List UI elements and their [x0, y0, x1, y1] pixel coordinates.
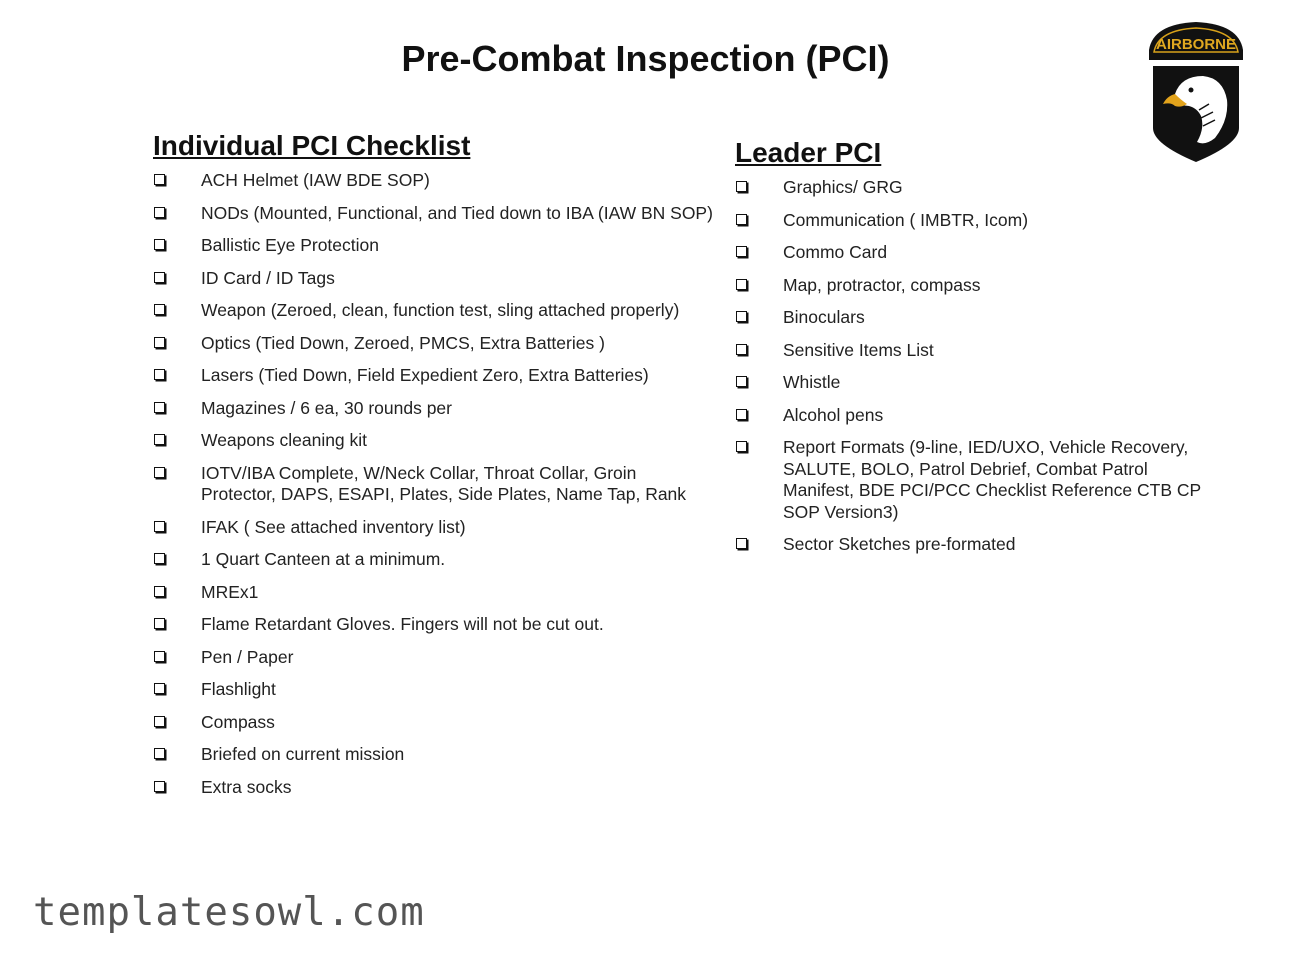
checklist-item-label: Sector Sketches pre-formated	[783, 534, 1016, 554]
checkbox-icon[interactable]	[736, 441, 747, 452]
checklist-item	[153, 549, 713, 571]
checkbox-icon[interactable]	[154, 618, 165, 629]
checklist-item-label: IFAK ( See attached inventory list)	[201, 516, 466, 537]
checkbox-icon[interactable]	[736, 409, 747, 420]
checklist-item-label: Weapons cleaning kit	[201, 430, 368, 450]
leader-pci-section	[735, 137, 1215, 567]
checkbox-icon[interactable]	[154, 716, 165, 727]
checkbox-icon[interactable]	[154, 521, 165, 532]
checklist-item	[735, 242, 1215, 264]
checklist-item	[153, 300, 713, 322]
airborne-tab-text: AIRBORNE	[1155, 36, 1237, 53]
individual-pci-section	[153, 130, 713, 809]
checklist-item-label: Graphics/ GRG	[783, 177, 903, 197]
checklist-item-label: Extra socks	[201, 776, 292, 797]
checklist-item-label: Map, protractor, compass	[783, 274, 981, 295]
eagle-eye-icon	[1189, 88, 1194, 93]
leader-pci-checklist	[735, 177, 1215, 556]
checklist-item-label: Magazines / 6 ea, 30 rounds per	[201, 397, 452, 418]
checkbox-icon[interactable]	[154, 434, 165, 445]
checkbox-icon[interactable]	[154, 304, 165, 315]
checkbox-icon[interactable]	[154, 337, 165, 348]
checkbox-icon[interactable]	[736, 538, 747, 549]
checklist-item-label: Briefed on current mission	[201, 744, 405, 764]
checklist-item-label: NODs (Mounted, Functional, and Tied down to IBA (IAW BN SOP)	[201, 202, 713, 223]
checklist-item-label: MREx1	[201, 581, 259, 602]
checklist-item	[153, 744, 713, 766]
checkbox-icon[interactable]	[154, 553, 165, 564]
checklist-item-label: Ballistic Eye Protection	[201, 235, 379, 255]
checklist-item-label: Commo Card	[783, 242, 888, 262]
checkbox-icon[interactable]	[736, 376, 747, 387]
checklist-item	[153, 398, 713, 420]
checkbox-icon[interactable]	[154, 781, 165, 792]
leader-pci-heading: Leader PCI	[735, 137, 882, 168]
checklist-item-label: Communication ( IMBTR, Icom)	[783, 209, 1029, 230]
checklist-item-label: ID Card / ID Tags	[201, 267, 335, 288]
checklist-item-label: 1 Quart Canteen at a minimum.	[201, 549, 446, 569]
checkbox-icon[interactable]	[154, 272, 165, 283]
checklist-item-label: Compass	[201, 711, 275, 732]
checkbox-icon[interactable]	[154, 748, 165, 759]
checklist-item-label: Weapon (Zeroed, clean, function test, sling attached properly)	[201, 300, 680, 320]
checklist-item	[153, 268, 713, 290]
checkbox-icon[interactable]	[154, 402, 165, 413]
checklist-item	[735, 405, 1215, 427]
checklist-item	[735, 372, 1215, 394]
checklist-item	[153, 647, 713, 669]
checkbox-icon[interactable]	[736, 214, 747, 225]
checkbox-icon[interactable]	[736, 311, 747, 322]
checkbox-icon[interactable]	[736, 344, 747, 355]
checklist-item	[735, 307, 1215, 329]
checklist-item-label: Pen / Paper	[201, 646, 294, 667]
checkbox-icon[interactable]	[736, 181, 747, 192]
checklist-item	[735, 177, 1215, 199]
checkbox-icon[interactable]	[154, 369, 165, 380]
checklist-item	[153, 235, 713, 257]
checklist-item	[153, 463, 713, 506]
checklist-item	[735, 437, 1215, 523]
checklist-item-label: Lasers (Tied Down, Field Expedient Zero, Extra Batteries)	[201, 365, 649, 385]
checkbox-icon[interactable]	[154, 174, 165, 185]
checklist-item	[153, 777, 713, 799]
checklist-item	[735, 340, 1215, 362]
individual-pci-checklist	[153, 170, 713, 798]
checklist-item	[153, 517, 713, 539]
checklist-item-label: Flashlight	[201, 679, 276, 699]
checkbox-icon[interactable]	[154, 239, 165, 250]
checklist-item-label: Alcohol pens	[783, 404, 884, 425]
checklist-item-label: Whistle	[783, 372, 841, 392]
checklist-item-label: Report Formats (9-line, IED/UXO, Vehicle Recovery, SALUTE, BOLO, Patrol Debrief, Combat Patrol Manifest, BDE PCI/PCC Checklist Reference CTB CP SOP Version3)	[783, 437, 1201, 522]
checklist-item-label: Optics (Tied Down, Zeroed, PMCS, Extra Batteries )	[201, 332, 605, 353]
checklist-item-label: IOTV/IBA Complete, W/Neck Collar, Throat Collar, Groin Protector, DAPS, ESAPI, Plates, Side Plates, Name Tap, Rank	[201, 462, 687, 504]
checklist-item-label: ACH Helmet (IAW BDE SOP)	[201, 170, 430, 190]
checklist-item	[153, 679, 713, 701]
checklist-item	[153, 430, 713, 452]
checklist-item	[735, 275, 1215, 297]
checkbox-icon[interactable]	[154, 586, 165, 597]
checklist-item	[153, 614, 713, 636]
checklist-item	[153, 170, 713, 192]
individual-pci-heading: Individual PCI Checklist	[153, 130, 471, 161]
checklist-item	[153, 333, 713, 355]
checklist-item	[153, 365, 713, 387]
checkbox-icon[interactable]	[154, 207, 165, 218]
checkbox-icon[interactable]	[154, 651, 165, 662]
watermark-text: templatesowl.com	[33, 890, 425, 935]
checkbox-icon[interactable]	[154, 683, 165, 694]
checkbox-icon[interactable]	[736, 246, 747, 257]
checklist-item	[153, 712, 713, 734]
checklist-item	[735, 210, 1215, 232]
checkbox-icon[interactable]	[736, 279, 747, 290]
checklist-item	[153, 203, 713, 225]
checklist-item	[153, 582, 713, 604]
page-title: Pre-Combat Inspection (PCI)	[401, 38, 890, 79]
checkbox-icon[interactable]	[154, 467, 165, 478]
checklist-item-label: Flame Retardant Gloves. Fingers will not be cut out.	[201, 614, 604, 634]
checklist-item-label: Sensitive Items List	[783, 339, 934, 360]
checklist-item	[735, 534, 1215, 556]
checklist-item-label: Binoculars	[783, 307, 865, 327]
